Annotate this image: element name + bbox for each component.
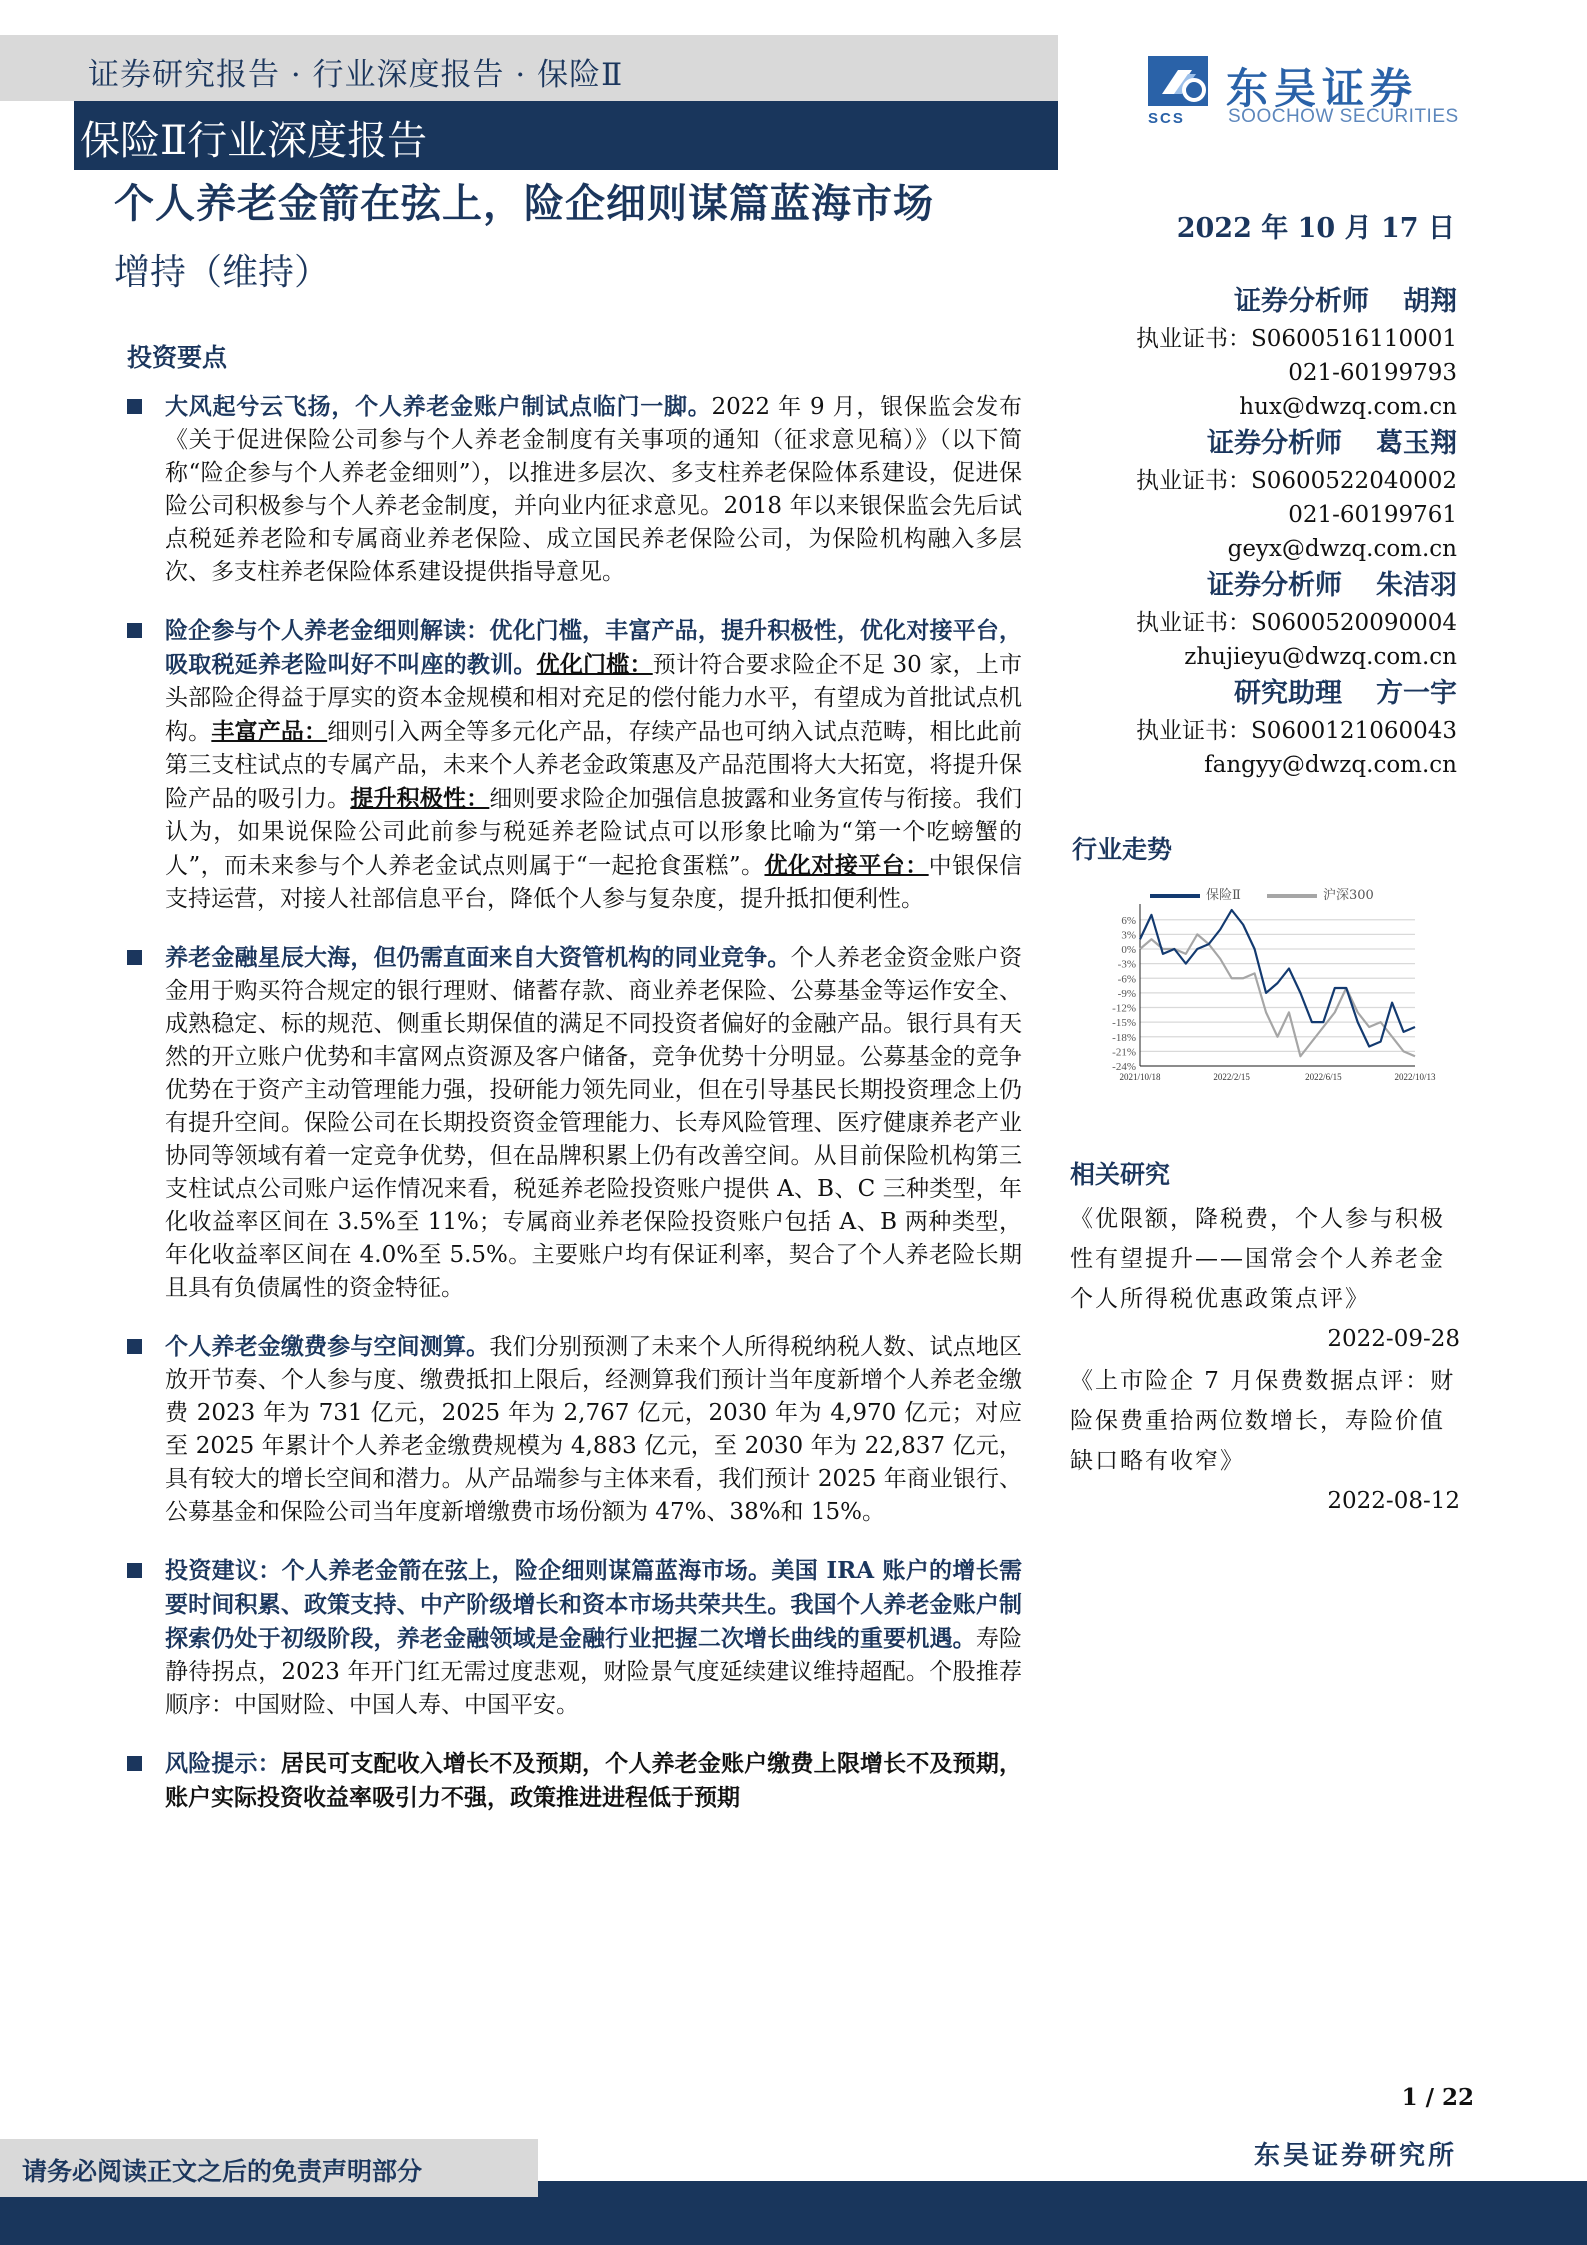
analyst-email[interactable]: hux@dwzq.com.cn <box>1239 394 1457 420</box>
analyst-role: 证券分析师 <box>1234 286 1369 317</box>
scs-logo-icon <box>1148 56 1208 116</box>
point-body: 2022 年 9 月，银保监会发布《关于促进保险公司参与个人养老金制度有关事项的通知（征求意见稿）》（以下简称“险企参与个人养老金细则”），以推进多层次、多支柱养老保险体系建设，促进保险公司积极参与个人养老金制度，并向业内征求意见。2018 年以来银保监会先后试点税延养老险和专属商业养老保险、成立国民养老保险公司，为保险机构融入多层次、多支柱养老保险体系建设提供指导意见。 <box>165 394 1022 585</box>
analyst-email[interactable]: geyx@dwzq.com.cn <box>1227 536 1457 562</box>
square-bullet-icon <box>127 623 142 638</box>
analyst-email[interactable]: fangyy@dwzq.com.cn <box>1204 752 1457 778</box>
analyst-cert-line <box>1037 322 1457 356</box>
svg-text:2022/10/13: 2022/10/13 <box>1394 1072 1436 1082</box>
analyst-role: 证券分析师 <box>1207 428 1342 459</box>
related-date: 2022-08-12 <box>1327 1488 1460 1514</box>
legend-label: 保险Ⅱ <box>1206 888 1241 903</box>
cert-number: S0600516110001 <box>1251 326 1457 352</box>
cert-number: S0600121060043 <box>1251 718 1457 744</box>
line-chart <box>1070 870 1470 1100</box>
svg-text:-18%: -18% <box>1112 1031 1136 1044</box>
svg-text:2022/2/15: 2022/2/15 <box>1213 1072 1250 1082</box>
square-bullet-icon <box>127 1339 142 1354</box>
point-body: 个人养老金资金账户资金用于购买符合规定的银行理财、储蓄存款、商业养老保险、公募基金等运作安全、成熟稳定、标的规范、侧重长期保值的满足不同投资者偏好的金融产品。银行具有天然的开立账户优势和丰富网点资源及客户储备，竞争优势十分明显。公募基金的竞争优势在于资产主动管理能力强，投研能力领先同业，但在引导基民长期投资理念上仍有提升空间。保险公司在长期投资资金管理能力、长寿风险管理、医疗健康养老产业协同等领域有着一定竞争优势，但在品牌积累上仍有改善空间。从目前保险机构第三支柱试点公司账户运作情况来看，税延养老险投资账户提供 A、B、C 三种类型，年化收益率区间在 3.5%至 11%；专属商业养老保险投资账户包括 A、B 两种类型，年化收益率区间在 4.0%至 5.5%。主要账户均有保证利率，契合了个人养老险长期且具有负债属性的资金特征。 <box>165 945 1023 1301</box>
point-lead: 风险提示： <box>165 1750 281 1777</box>
svg-text:-24%: -24% <box>1112 1061 1136 1073</box>
cert-label: 执业证书： <box>1136 718 1251 744</box>
svg-text:-3%: -3% <box>1117 958 1136 971</box>
key-point-item <box>127 1330 1022 1529</box>
report-type: 保险Ⅱ行业深度报告 <box>80 118 428 164</box>
disclaimer-text: 请务必阅读正文之后的免责声明部分 <box>22 2157 423 2186</box>
report-type-band <box>74 101 1058 170</box>
point-lead: 养老金融星辰大海，但仍需直面来自大资管机构的同业竞争。 <box>165 944 791 971</box>
svg-text:-15%: -15% <box>1112 1017 1136 1030</box>
point-body: 寿险静待拐点，2023 年开门红无需过度悲观，财险景气度延续建议维持超配。个股推荐顺序：中国财险、中国人寿、中国平安。 <box>165 1626 1023 1718</box>
point-lead: 险企参与个人养老金细则解读：优化门槛，丰富产品，提升积极性，优化对接平台，吸取税延养老险叫好不叫座的教训。 <box>165 617 1022 678</box>
svg-text:-12%: -12% <box>1112 1002 1136 1015</box>
analyst-list <box>1037 282 1457 782</box>
point-emphasis: 美国 IRA 账户的增长需要时间积累、政策支持、中产阶级增长和资本市场共荣共生。我国个人养老金账户制探索仍处于初级阶段，养老金融领域是金融行业把握二次增长曲线的重要机遇。 <box>165 1557 1023 1652</box>
point-body: 中银保信支持运营，对接人社部信息平台，降低个人参与复杂度，提升抵扣便利性。 <box>165 853 1023 912</box>
svg-text:-9%: -9% <box>1117 987 1136 1000</box>
key-point-item <box>127 390 1022 589</box>
svg-text:0%: 0% <box>1121 944 1136 956</box>
analyst-cert-line <box>1037 464 1457 498</box>
cert-label: 执业证书： <box>1136 468 1251 494</box>
analyst-phone: 021-60199761 <box>1288 502 1457 528</box>
logo-cn: 东吴证券 <box>1226 64 1419 113</box>
point-emphasis: 居民可支配收入增长不及预期，个人养老金账户缴费上限增长不及预期，账户实际投资收益率吸引力不强，政策推进进程低于预期 <box>165 1750 1023 1811</box>
square-bullet-icon <box>127 950 142 965</box>
analyst-role: 证券分析师 <box>1207 570 1342 601</box>
analyst-name: 方一宇 <box>1376 678 1457 709</box>
report-headline: 个人养老金箭在弦上，险企细则谋篇蓝海市场 <box>114 180 934 227</box>
analyst-cert-line <box>1037 606 1457 640</box>
analyst-name: 朱洁羽 <box>1376 570 1457 601</box>
breadcrumb: 证券研究报告 · 行业深度报告 · 保险Ⅱ <box>88 57 624 93</box>
related-research <box>1070 1155 1460 1523</box>
analyst-email[interactable]: zhujieyu@dwzq.com.cn <box>1184 644 1457 670</box>
point-subheading: 优化门槛： <box>536 651 653 678</box>
soochow-logo <box>1148 56 1468 132</box>
svg-text:2021/10/18: 2021/10/18 <box>1119 1072 1161 1082</box>
point-body: 我们分别预测了未来个人所得税纳税人数、试点地区放开节奏、个人参与度、缴费抵扣上限后，经测算我们预计当年度新增个人养老金缴费 2023 年为 731 亿元，2025 年为 2,767 亿元，2030 年为 4,970 亿元；对应至 2025 年累计个人养老金缴费规模为 4,883 亿元，至 2030 年为 22,837 亿元，具有较大的增长空间和潜力。从产品端参与主体来看，我们预计 2025 年商业银行、公募基金和保险公司当年度新增缴费市场份额为 47%、38%和 15%。 <box>165 1334 1023 1525</box>
svg-text:-6%: -6% <box>1117 973 1136 986</box>
cert-label: 执业证书： <box>1136 326 1251 352</box>
cert-number: S0600520090004 <box>1251 610 1457 636</box>
logo-abbr: SCS <box>1148 110 1185 127</box>
key-point-item <box>127 1747 1022 1815</box>
point-body: 细则引入两全等多元化产品，存续产品也可纳入试点范畴，相比此前第三支柱试点的专属产品，未来个人养老金政策惠及产品范围将大大拓宽，将提升保险产品的吸引力。 <box>165 719 1023 812</box>
related-title[interactable]: 《上市险企 7 月保费数据点评：财险保费重拾两位数增长，寿险价值缺口略有收窄》 <box>1070 1368 1456 1474</box>
disclaimer-band <box>0 2139 538 2197</box>
analyst-role-line <box>1037 424 1457 464</box>
analyst-role-line <box>1037 282 1457 322</box>
analyst-role: 研究助理 <box>1234 678 1342 709</box>
analyst-name: 胡翔 <box>1403 286 1457 317</box>
legend-label: 沪深300 <box>1322 888 1374 903</box>
square-bullet-icon <box>127 1563 142 1578</box>
analyst-phone: 021-60199793 <box>1288 360 1457 386</box>
point-body: 细则要求险企加强信息披露和业务宣传与衔接。我们认为，如果说保险公司此前参与税延养老险试点可以形象比喻为“第一个吃螃蟹的人”，而未来参与个人养老金试点则属于“一起抢食蛋糕”。 <box>165 786 1023 879</box>
trend-chart <box>1070 870 1470 1100</box>
footer-org: 东吴证券研究所 <box>1253 2141 1457 2171</box>
analyst-name: 葛玉翔 <box>1376 428 1457 459</box>
logo-en: SOOCHOW SECURITIES <box>1228 106 1459 127</box>
key-points-list <box>127 390 1022 1840</box>
rating: 增持（维持） <box>114 252 331 293</box>
cert-label: 执业证书： <box>1136 610 1251 636</box>
report-date: 2022 年 10 月 17 日 <box>1176 213 1455 244</box>
point-subheading: 优化对接平台： <box>764 852 929 879</box>
key-point-item <box>127 1554 1022 1722</box>
square-bullet-icon <box>127 399 142 414</box>
related-date: 2022-09-28 <box>1327 1326 1460 1352</box>
analyst-cert-line <box>1037 714 1457 748</box>
cert-number: S0600522040002 <box>1251 468 1457 494</box>
analyst-role-line <box>1037 566 1457 606</box>
point-subheading: 丰富产品： <box>211 718 328 745</box>
square-bullet-icon <box>127 1756 142 1771</box>
page-number: 1 / 22 <box>1401 2084 1474 2111</box>
svg-text:6%: 6% <box>1121 914 1136 927</box>
related-heading: 相关研究 <box>1070 1160 1171 1189</box>
svg-text:-21%: -21% <box>1112 1046 1136 1059</box>
header-breadcrumb-band <box>0 35 1058 101</box>
point-lead: 投资建议：个人养老金箭在弦上，险企细则谋篇蓝海市场。 <box>165 1557 772 1584</box>
point-lead: 大风起兮云飞扬，个人养老金账户制试点临门一脚。 <box>165 393 712 420</box>
analyst-role-line <box>1037 674 1457 714</box>
svg-text:2022/6/15: 2022/6/15 <box>1305 1072 1342 1082</box>
key-point-item <box>127 614 1022 916</box>
key-points-heading: 投资要点 <box>127 343 228 372</box>
svg-text:3%: 3% <box>1121 929 1136 942</box>
point-lead: 个人养老金缴费参与空间测算。 <box>165 1333 490 1360</box>
key-point-item <box>127 941 1022 1305</box>
related-title[interactable]: 《优限额，降税费，个人参与积极性有望提升——国常会个人养老金个人所得税优惠政策点评》 <box>1070 1206 1445 1312</box>
point-subheading: 提升积极性： <box>350 785 490 812</box>
point-body: 预计符合要求险企不足 30 家，上市头部险企得益于厚实的资本金规模和相对充足的偿付能力水平，有望成为首批试点机构。 <box>165 652 1023 745</box>
trend-heading: 行业走势 <box>1072 835 1173 864</box>
